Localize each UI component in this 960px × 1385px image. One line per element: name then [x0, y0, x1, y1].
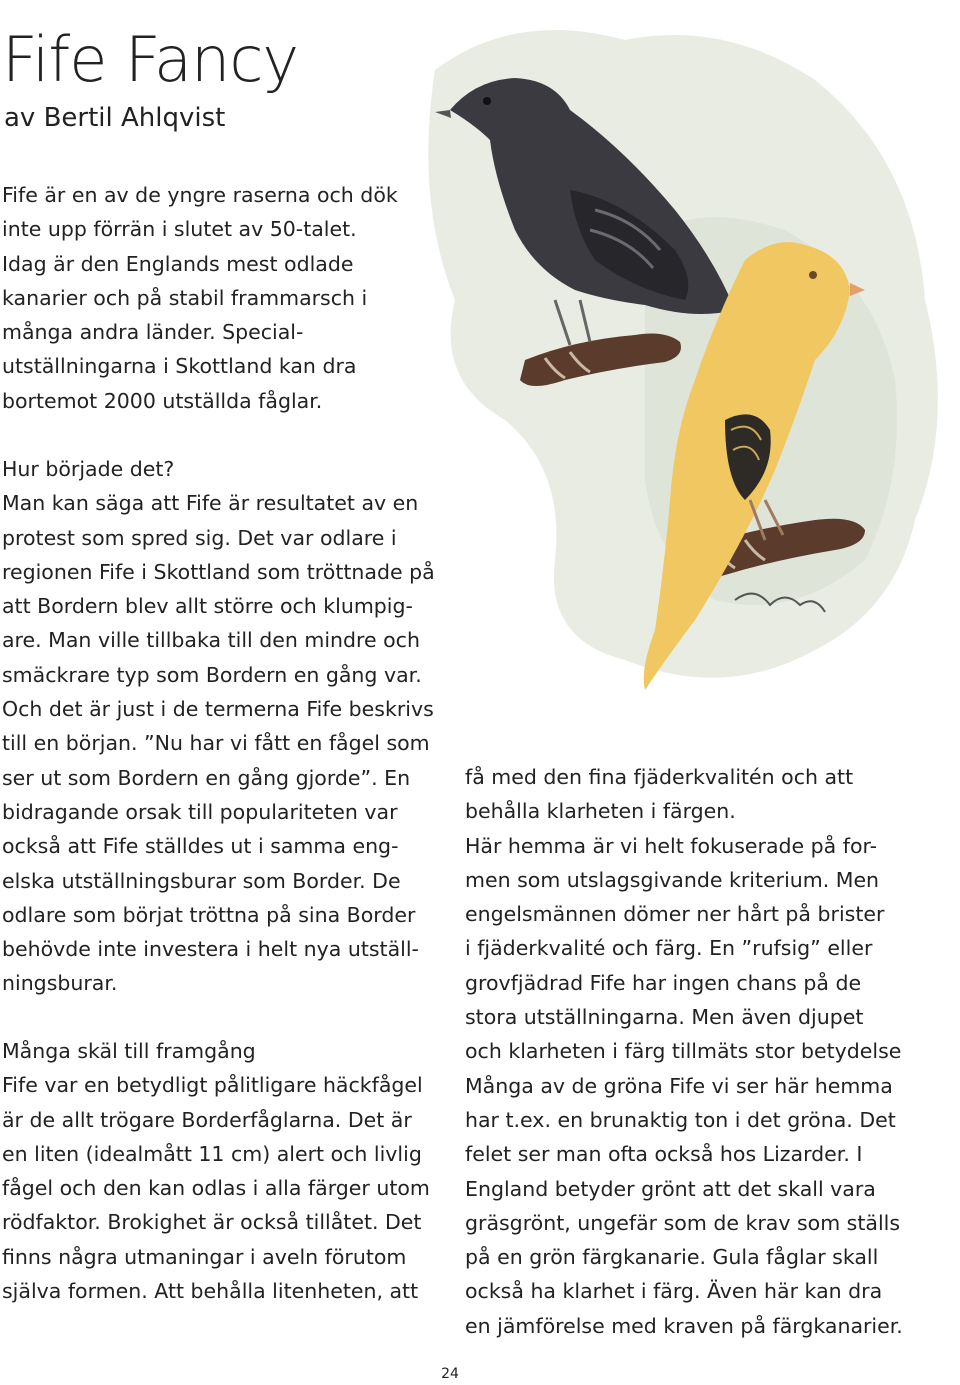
success-heading: Många skäl till framgång: [2, 1039, 256, 1063]
success-section: [2, 1034, 442, 1308]
article-byline: av Bertil Ahlqvist: [4, 103, 226, 133]
intro-paragraph: Fife är en av de yngre raserna och dök inte upp förrän i slutet av 50-talet. Idag är den Englands mest odlade kanarier och på stabil frammarsch i många andra länder. Special- utställningarna i Skottland kan dra bortemot 2000 utställda fåglar.: [2, 183, 398, 413]
right-column-paragraph: få med den fina fjäderkvalitén och att behålla klarheten i färgen. Här hemma är vi helt fokuserade på for- men som utslagsgivande kriterium. Men engelsmännen dömer ner hårt på brister i fjäderkvalité och färg. En ”rufsig” eller grovfjädrad Fife har ingen chans på de stora utställningarna. Men även djupet och klarheten i färg tillmäts stor betydelse Många av de gröna Fife vi ser här hemma har t.ex. en brunaktig ton i det gröna. Det felet ser man ofta också hos Lizarder. I England betyder grönt att det skall vara gräsgrönt, ungefär som de krav som ställs på en grön färgkanarie. Gula fåglar skall också ha klarhet i färg. Även här kan dra en jämförelse med kraven på färgkanarier.: [465, 765, 903, 1338]
intro-section: [2, 178, 432, 418]
history-heading: Hur började det?: [2, 457, 175, 481]
canaries-illustration: [395, 0, 960, 720]
success-paragraph: Fife var en betydligt pålitligare häckfågel är de allt trögare Borderfåglarna. Det är en liten (idealmått 11 cm) alert och livlig fågel och den kan odlas i alla färger utom rödfaktor. Brokighet är också tillåtet. Det finns några utmaningar i aveln förutom själva formen. Att behålla litenheten, att: [2, 1073, 430, 1304]
history-section: [2, 452, 442, 1001]
article-title: Fife Fancy: [2, 23, 299, 96]
right-column: [465, 760, 935, 1343]
page-number: 24: [441, 1366, 459, 1382]
history-paragraph: Man kan säga att Fife är resultatet av en protest som spred sig. Det var odlare i regionen Fife i Skottland som tröttnade på att Bordern blev allt större och klumpig- are. Man ville tillbaka till den mindre och smäckrare typ som Bordern en gång var. Och det är just i de termerna Fife beskrivs till en början. ”Nu har vi fått en fågel som ser ut som Bordern en gång gjorde”. En bidragande orsak till populariteten var också att Fife ställdes ut i samma eng- elska utställningsburar som Border. De odlare som börjat tröttna på sina Border behövde inte investera i helt nya utställ- ningsburar.: [2, 491, 435, 996]
